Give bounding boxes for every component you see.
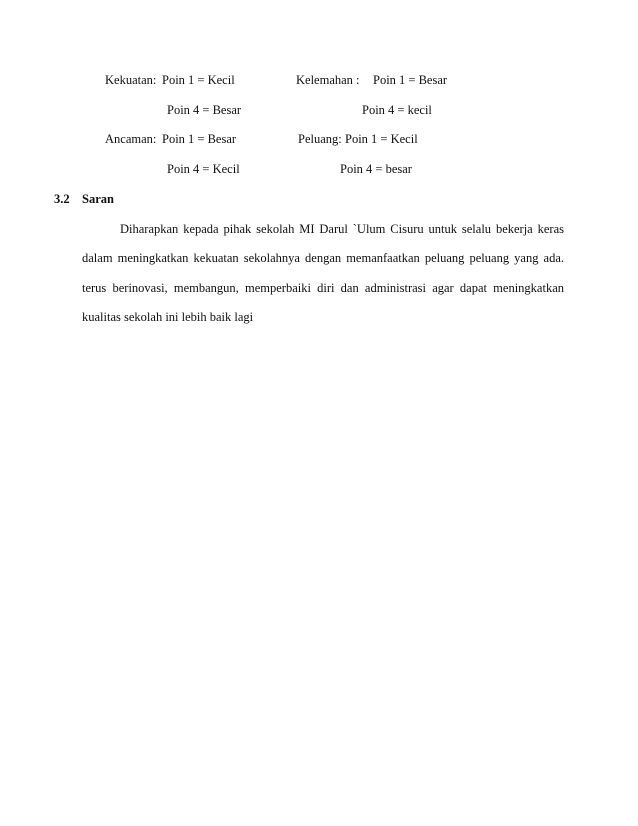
peluang-poin4: Poin 4 = besar [340,162,412,176]
kekuatan-label: Kekuatan: [105,73,157,87]
kelemahan-poin1: Poin 1 = Besar [373,73,448,87]
kelemahan-label: Kelemahan : [296,73,360,87]
paragraph-line-1: Diharapkan kepada pihak sekolah MI Darul `Ulum Cisuru untuk selalu bekerja keras [120,222,564,236]
ancaman-label: Ancaman: [105,132,157,146]
kekuatan-poin1: Poin 1 = Kecil [162,73,235,87]
section-number: 3.2 [54,192,70,206]
paragraph-line-2: dalam meningkatkan kekuatan sekolahnya dengan memanfaatkan peluang peluang yang ada. [82,251,564,265]
peluang-label: Peluang: [298,132,342,146]
peluang-poin1: Poin 1 = Kecil [345,132,418,146]
paragraph-line-3: terus berinovasi, membangun, memperbaiki diri dan administrasi agar dapat meningkatkan [82,281,564,295]
ancaman-poin4: Poin 4 = Kecil [167,162,240,176]
paragraph-line-4: kualitas sekolah ini lebih baik lagi [82,310,254,324]
kekuatan-poin4: Poin 4 = Besar [167,103,242,117]
kelemahan-poin4: Poin 4 = kecil [362,103,432,117]
section-title: Saran [82,192,114,206]
ancaman-poin1: Poin 1 = Besar [162,132,237,146]
